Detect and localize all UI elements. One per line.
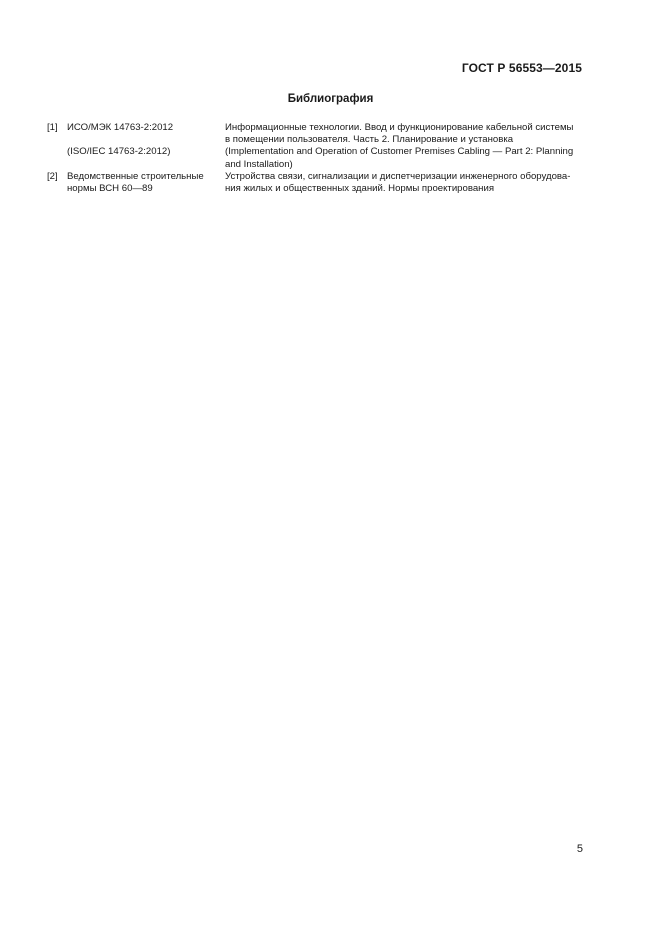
description-line: ния жилых и общественных зданий. Нормы проектирования xyxy=(225,183,495,195)
bibliography-title: Библиография xyxy=(287,93,374,105)
entry-reference xyxy=(67,171,225,195)
reference-line: нормы ВСН 60—89 xyxy=(67,183,153,195)
reference-line: Ведомственные строительные xyxy=(67,170,204,182)
description-line: в помещении пользователя. Часть 2. Планирование и установка xyxy=(225,134,514,146)
entry-reference: ИСО/МЭК 14763-2:2012 xyxy=(67,122,174,133)
entry-part-english xyxy=(67,146,587,170)
bibliography-entry-1 xyxy=(47,122,587,171)
entry-part-original xyxy=(67,122,587,146)
entry-number: [1] xyxy=(47,122,58,133)
page-number: 5 xyxy=(576,843,583,855)
bibliography-list xyxy=(47,122,587,195)
entry-number: [2] xyxy=(47,170,58,182)
description-line: and Installation) xyxy=(225,158,293,170)
description-line: (Implementation and Operation of Customer Premises Cabling — Part 2: Planning xyxy=(225,146,574,158)
entry-description xyxy=(225,146,587,170)
document-code: ГОСТ Р 56553—2015 xyxy=(461,61,582,75)
bibliography-entry-2 xyxy=(47,171,587,195)
entry-reference: (ISO/IEC 14763-2:2012) xyxy=(67,146,171,158)
entry-description xyxy=(225,122,587,146)
description-line: Устройства связи, сигнализации и диспетчеризации инженерного оборудова- xyxy=(225,170,571,182)
description-line: Информационные технологии. Ввод и функционирование кабельной системы xyxy=(225,122,574,133)
entry-description xyxy=(225,171,587,195)
